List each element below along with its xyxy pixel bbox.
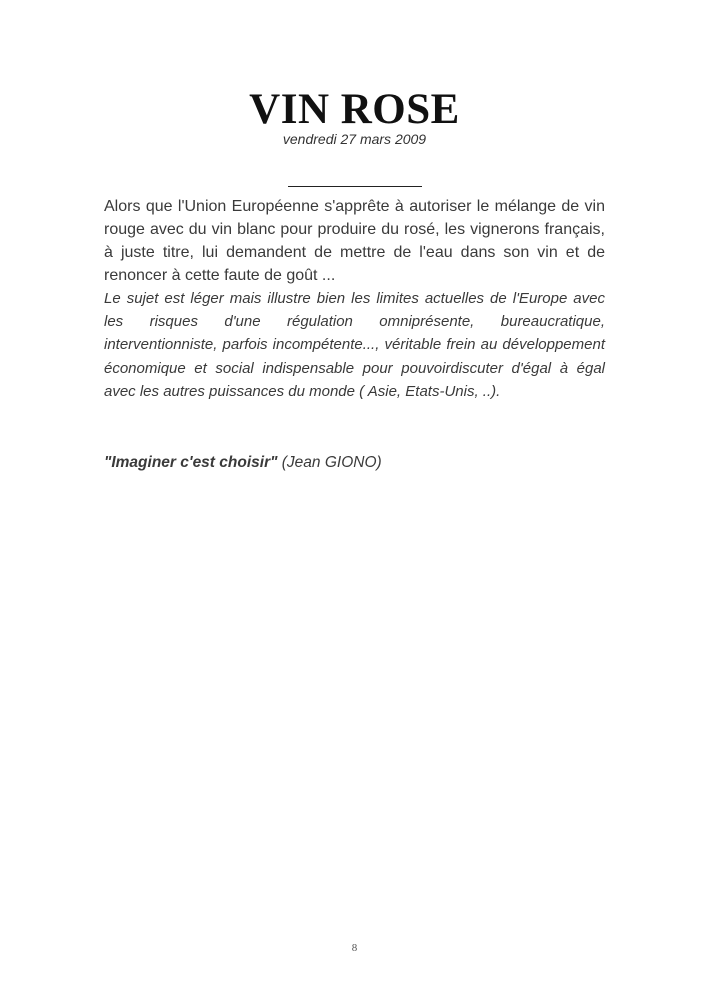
- article-body: [104, 195, 605, 403]
- page-title: VIN ROSE: [249, 86, 460, 133]
- quote-author: (Jean GIONO): [281, 454, 382, 471]
- title-divider: [288, 186, 422, 187]
- page-number: 8: [351, 942, 358, 954]
- article-date: vendredi 27 mars 2009: [282, 131, 427, 147]
- signature-quote: [104, 453, 382, 473]
- article-paragraph-intro: Alors que l'Union Européenne s'apprête à autoriser le mélange de vin rouge avec du vin blanc pour produire du rosé, les vignerons français, à juste titre, lui demandent de mettre de l'eau dans son vin et de renoncer à cette faute de goût ...: [104, 198, 605, 284]
- article-paragraph-commentary: Le sujet est léger mais illustre bien les limites actuelles de l'Europe avec les risques d'une régulation omniprésente, bureaucratique, interventionniste, parfois incompétente..., véritable frein au développement économique et social indispensable pour pouvoirdiscuter d'égal à égal avec les autres puissances du monde ( Asie, Etats-Unis, ..).: [104, 290, 605, 400]
- quote-text: "Imaginer c'est choisir": [104, 454, 278, 471]
